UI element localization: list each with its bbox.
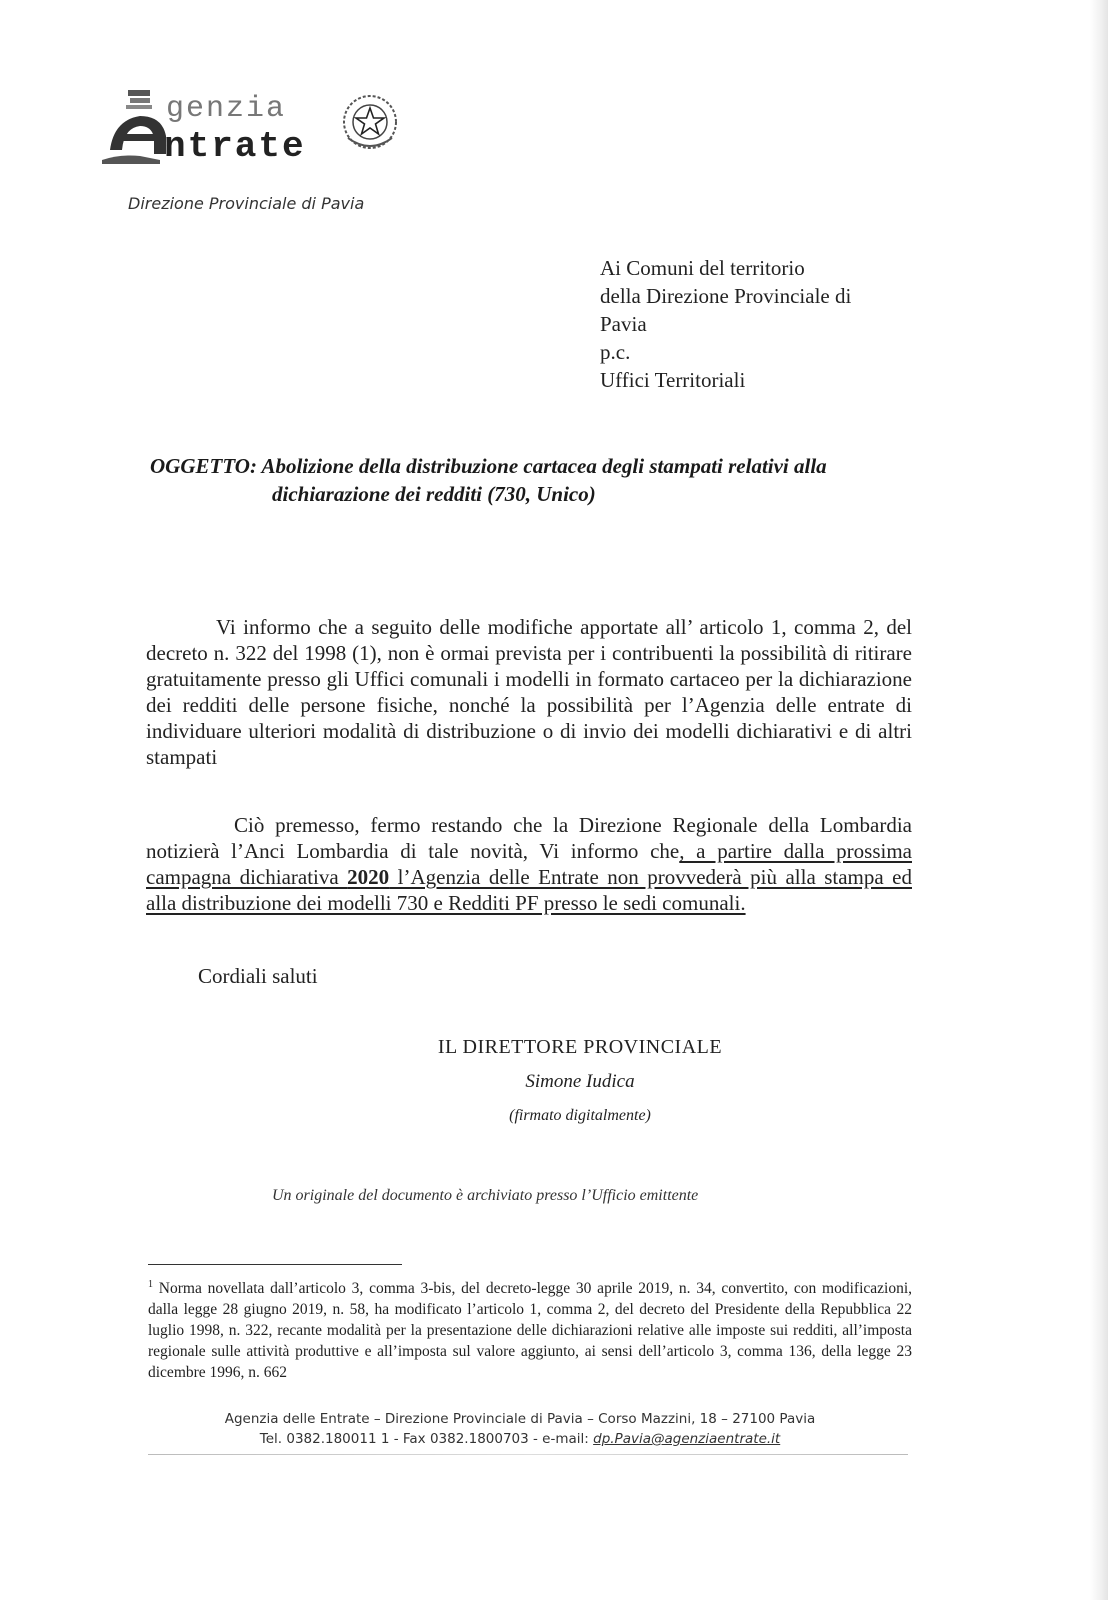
footer-contacts: Tel. 0382.180011 1 - Fax 0382.1800703 - e-mail: xyxy=(259,1431,594,1447)
footer-email-link[interactable]: dp.Pavia@agenziaentrate.it xyxy=(593,1431,781,1447)
closing-salutation: Cordiali saluti xyxy=(198,964,318,988)
signatory-name: Simone Iudica xyxy=(525,1071,635,1092)
recipient-line: p.c. xyxy=(600,340,631,364)
agency-logo xyxy=(100,88,420,178)
scan-edge-shadow xyxy=(1090,0,1108,1600)
paragraph-2-year: 2020 xyxy=(347,865,390,889)
footnote xyxy=(148,1278,912,1383)
recipient-line: Uffici Territoriali xyxy=(600,368,746,392)
subject-line-1: Abolizione della distribuzione cartacea degli stampati relativi alla xyxy=(261,454,827,478)
page-footer xyxy=(180,1409,860,1449)
paragraph-2-intro: Ciò premesso, fermo restando che la Direzione Regionale della Lombardia notizierà l’Anci Lombardia di tale novità, Vi informo che xyxy=(146,813,912,863)
logo-word-genzia: genzia xyxy=(166,92,287,126)
footnote-text: Norma novellata dall’articolo 3, comma 3-bis, del decreto-legge 30 aprile 2019, n. 34, convertito, con modificazioni, dalla legge 28 giugno 2019, n. 58, ha modificato l’articolo 1, comma 2, del decreto del Presidente della Repubblica 22 luglio 1998, n. 322, recante modalità per la presentazione delle dichiarazioni relative alle imposte sui redditi, all’imposta regionale sulle attività produttive e all’imposta sul valore aggiunto, ai sensi dell’articolo 3, comma 136, della legge 23 dicembre 1996, n. 662 xyxy=(148,1280,913,1381)
recipient-line: della Direzione Provinciale di xyxy=(600,284,852,308)
footnote-marker: 1 xyxy=(148,1278,153,1290)
body-paragraph-2 xyxy=(146,812,912,916)
footer-divider xyxy=(148,1454,908,1455)
subject-line-2: dichiarazione dei redditi (730, Unico) xyxy=(272,482,596,506)
recipient-line: Pavia xyxy=(600,312,647,336)
digital-signature-note: (firmato digitalmente) xyxy=(509,1107,651,1124)
signature-block xyxy=(380,1036,780,1125)
archive-note: Un originale del documento è archiviato presso l’Ufficio emittente xyxy=(272,1187,699,1204)
logo-word-ntrate: ntrate xyxy=(164,126,306,167)
paragraph-2-underlined-end: l’Agenzia delle Entrate non provvederà più alla stampa ed alla distribuzione dei modelli 730 e Redditi PF presso le sedi comunali. xyxy=(146,865,912,915)
subject-label: OGGETTO: xyxy=(150,454,257,478)
subject-block xyxy=(150,452,930,508)
signatory-title: IL DIRETTORE PROVINCIALE xyxy=(437,1036,723,1058)
italian-republic-emblem-icon xyxy=(340,92,400,154)
recipient-block xyxy=(600,254,851,394)
footer-address: Agenzia delle Entrate – Direzione Provinciale di Pavia – Corso Mazzini, 18 – 27100 Pavia xyxy=(224,1411,816,1427)
paragraph-2-underlined-start: , a partire dalla prossima campagna dichiarativa xyxy=(146,839,912,889)
footnote-divider xyxy=(148,1264,402,1265)
recipient-line: Ai Comuni del territorio xyxy=(600,256,805,280)
body-paragraph-1: Vi informo che a seguito delle modifiche apportate all’ articolo 1, comma 2, del decreto n. 322 del 1998 (1), non è ormai prevista per i contribuenti la possibilità di ritirare gratuitamente presso gli Uffici comunali i modelli in formato cartaceo per la dichiarazione dei redditi delle persone fisiche, nonché la possibilità per l’Agenzia delle entrate di individuare ulteriori modalità di distribuzione o di invio dei modelli dichiarativi e di altri stampati xyxy=(146,615,912,769)
office-name: Direzione Provinciale di Pavia xyxy=(128,194,365,213)
